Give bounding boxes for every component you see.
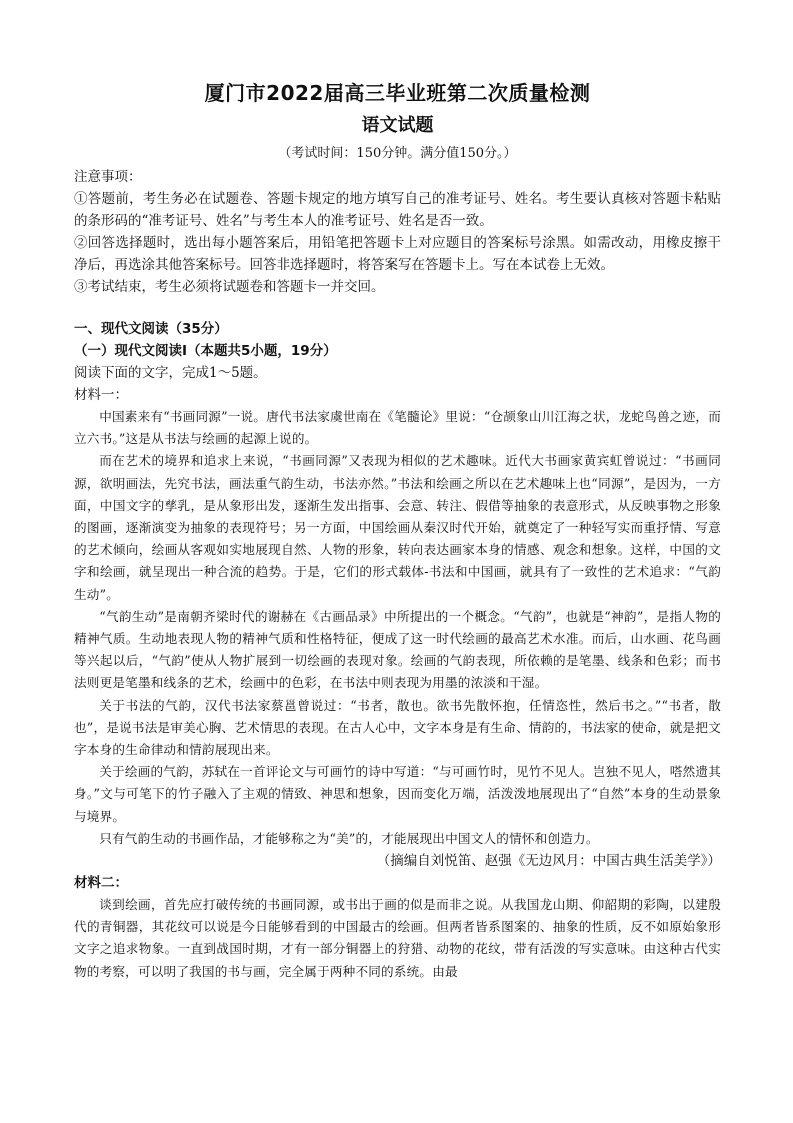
reading-instruction: 阅读下面的文字，完成1～5题。 — [74, 365, 267, 381]
notes-heading: 注意事项： — [74, 169, 142, 185]
material-1-label: 材料一： — [74, 387, 128, 403]
material-2-paragraph: 谈到绘画，首先应打破传统的书画同源，或书出于画的似是而非之说。从我国龙山期、仰韶期的彩陶，以建殷代的青铜器，其花纹可以说是今日能够看到的中国最古的绘画。但两者皆系图案的、抽象的性质，反不如原始象形文字之追求物象。一直到战国时期，才有一部分铜器上的狩猎、动物的花纹，带有活泼的写实意味。由这种古代实物的考察，可以明了我国的书与画，完全属于两种不同的系统。由最 — [74, 897, 721, 979]
spacer — [74, 298, 721, 318]
material-1-source: （摘编自刘悦笛、赵强《无边风月：中国古典生活美学》） — [376, 853, 721, 870]
exam-title: 厦门市2022届高三毕业班第二次质量检测 — [204, 81, 591, 105]
material-1-paragraph: 中国素来有“书画同源”一说。唐代书法家虞世南在《笔髓论》里说：“仓颉象山川江海之状，龙蛇鸟兽之迹，而立六书。”这是从书法与绘画的起源上说的。 — [74, 409, 721, 447]
note-item: ③考试结束，考生必须将试题卷和答题卡一并交回。 — [74, 279, 385, 295]
subsection-title: （一）现代文阅读Ⅰ（本题共5小题，19分） — [74, 343, 337, 359]
material-2-label: 材料二： — [74, 875, 128, 892]
material-1-paragraph: 而在艺术的境界和追求上来说，“书画同源”又表现为相似的艺术趣味。近代大书画家黄宾虹曾说过：“书画同源，欲明画法，先究书法，画法重气韵生动，书法亦然。”书法和绘画之所以在艺术趣味上也“同源”，是因为，一方面，中国文字的孳乳，是从象形出发，逐渐生发出指事、会意、转注、假借等抽象的表意形式，从反映事物之形象的图画，逐渐演变为抽象的表现符号；另一方面，中国绘画从秦汉时代开始，就奠定了一种轻写实而重抒情、写意的艺术倾向，绘画从客观如实地展现自然、人物的形象，转向表达画家本身的情感、观念和想象。这样，中国的文字和绘画，就呈现出一种合流的趋势。于是，它们的形式载体-书法和中国画，就具有了一致性的艺术追求：“气韵生动”。 — [74, 453, 721, 602]
section-title: 一、现代文阅读（35分） — [74, 321, 228, 337]
material-1-paragraph: 只有气韵生动的书画作品，才能够称之为“美”的，才能展现出中国文人的情怀和创造力。 — [99, 830, 599, 846]
exam-time-info: （考试时间：150分钟。满分值150分。） — [278, 146, 517, 161]
note-item: ②回答选择题时，选出每小题答案后，用铅笔把答题卡上对应题目的答案标号涂黑。如需改动，用橡皮擦干净后，再选涂其他答案标号。回答非选择题时，将答案写在答题卡上。写在本试卷上无效。 — [74, 235, 721, 273]
material-1-paragraph: 关于书法的气韵，汉代书法家蔡邕曾说过：“书者，散也。欲书先散怀抱，任情恣性，然后书之。”“书者，散也”，是说书法是审美心胸、艺术情思的表现。在古人心中，文字本身是有生命、情韵的，书法家的使命，就是把文字本身的生命律动和情韵展现出来。 — [74, 697, 721, 758]
exam-subtitle: 语文试题 — [361, 115, 434, 136]
note-item: ①答题前，考生务必在试题卷、答题卡规定的地方填写自己的准考证号、姓名。考生要认真核对答题卡粘贴的条形码的“准考证号、姓名”与考生本人的准考证号、姓名是否一致。 — [74, 191, 721, 229]
material-1-paragraph: “气韵生动”是南朝齐梁时代的谢赫在《古画品录》中所提出的一个概念。“气韵”，也就是“神韵”，是指人物的精神气质。生动地表现人物的精神气质和性格特征，便成了这一时代绘画的最高艺术水准。而后，山水画、花鸟画等兴起以后，“气韵”使从人物扩展到一切绘画的表现对象。绘画的气韵表现，所依赖的是笔墨、线条和色彩；而书法则更是笔墨和线条的艺术，绘画中的色彩，在书法中则表现为用墨的浓淡和干湿。 — [74, 608, 721, 691]
material-1-paragraph: 关于绘画的气韵，苏轼在一首评论文与可画竹的诗中写道：“与可画竹时，见竹不见人。岂独不见人，嗒然遗其身。”文与可笔下的竹子融入了主观的情致、神思和想象，因而变化万端，活泼泼地展现出了“自然”本身的生动景象与境界。 — [74, 764, 721, 824]
